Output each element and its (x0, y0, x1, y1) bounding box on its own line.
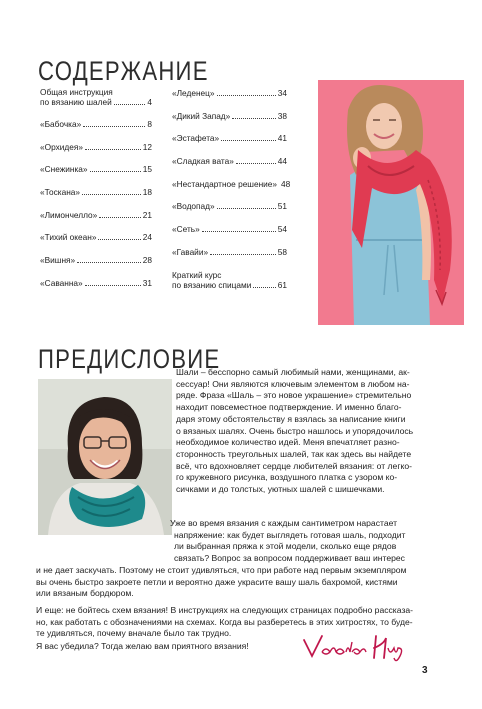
toc-entry-page: 15 (142, 164, 152, 175)
toc-entry-page: 34 (277, 88, 287, 98)
toc-entry (172, 156, 287, 166)
toc-entry-title: «Бабочка» (40, 119, 82, 129)
toc-entry-page: 21 (142, 209, 152, 220)
toc-dot-leader (77, 262, 141, 263)
toc-dot-leader (114, 104, 146, 105)
toc-entry (40, 255, 152, 265)
toc-column-right (172, 88, 291, 302)
toc-dot-leader (210, 254, 276, 255)
toc-entry (172, 224, 287, 234)
preface-text-line: сичками и до толстых, уютных шалей с шишечками. (176, 484, 385, 495)
preface-text-line: сторонность треугольных шалей, так как здесь вы найдете (176, 448, 412, 459)
scarf-model-photo (318, 80, 464, 325)
toc-dot-leader (232, 118, 276, 119)
toc-entry-page: 8 (147, 119, 152, 129)
preface-text-line: даря этому обстоятельству я взялась за написание книги (176, 413, 406, 424)
toc-entry-page: 31 (142, 277, 152, 288)
toc-entry (40, 210, 152, 220)
toc-entry-page: 28 (142, 255, 152, 266)
preface-text-line: напряжение: как будет выглядеть готовая шаль, подходит (174, 529, 406, 540)
toc-column-left (40, 87, 152, 301)
toc-dot-leader (221, 140, 276, 141)
toc-dot-leader (90, 171, 141, 172)
toc-entry-title-line: по вязанию спицами (172, 279, 252, 290)
toc-entry-title: «Вишня» (40, 255, 76, 266)
toc-entry-title: «Орхидея» (40, 141, 83, 152)
preface-paragraph-1 (176, 367, 446, 496)
preface-text-line: те удивляться, почему вначале было так трудно. (36, 628, 232, 639)
preface-text-line: необходимое количество идей. Меня впечатляет разно- (176, 437, 400, 448)
preface-text-line: Шали – бесспорно самый любимый нами, женщинами, ак- (176, 367, 410, 377)
toc-entry-title: «Саванна» (40, 277, 83, 288)
toc-entry (40, 87, 152, 107)
toc-entry (40, 232, 152, 242)
author-signature (300, 630, 410, 664)
toc-entry-row (172, 280, 287, 290)
toc-entry-title: «Дикий Запад» (172, 110, 231, 121)
toc-dot-leader (202, 231, 276, 232)
toc-entry-title: «Гавайи» (172, 246, 209, 257)
toc-entry-page: 24 (142, 232, 152, 243)
preface-heading: ПРЕДИСЛОВИЕ (38, 344, 221, 374)
toc-entry-page: 44 (277, 156, 287, 167)
preface-paragraph-2 (36, 518, 448, 600)
toc-entry-title: «Сеть» (172, 224, 200, 235)
toc-entry-page: 51 (277, 201, 287, 212)
toc-entry-page: 61 (277, 279, 287, 290)
toc-dot-leader (236, 163, 276, 164)
contents-heading: СОДЕРЖАНИЕ (38, 56, 209, 86)
preface-text-line: о вязаных шалях. Очень быстро нашлось и упорядочилось (176, 425, 414, 436)
toc-entry-title-line: Общая инструкция (40, 87, 113, 97)
toc-dot-leader (85, 149, 141, 150)
toc-entry (172, 88, 287, 98)
preface-text-line: Уже во время вязания с каждым сантиметром нарастает (170, 518, 398, 528)
toc-dot-leader (98, 239, 140, 240)
author-portrait-illustration (38, 379, 172, 535)
toc-entry-title: «Леденец» (172, 88, 215, 98)
toc-entry (172, 201, 287, 211)
preface-text-line: го кружевного рисунка, воздушного платка с узором ко- (176, 472, 398, 483)
toc-entry-page: 41 (277, 133, 287, 144)
toc-entry (172, 247, 287, 257)
toc-entry (40, 119, 152, 129)
preface-paragraph-4: Я вас убедила? Тогда желаю вам приятного вязания! (36, 641, 249, 651)
toc-entry (40, 142, 152, 152)
preface-text-line: вы очень быстро закроете петли и вероятно даже украсите вашу шаль бахромой, кистями (36, 576, 398, 587)
toc-entry-page: 4 (147, 97, 152, 107)
toc-dot-leader (83, 126, 145, 127)
toc-entry-title: «Лимончелло» (40, 209, 98, 220)
author-portrait-photo (38, 379, 172, 535)
preface-text-line: и не дает заскучать. Поэтому не стоит удивляться, что при работе над первым экземпляром (36, 564, 407, 575)
toc-entry (172, 178, 291, 189)
toc-entry-title: «Нестандартное решение» (172, 178, 278, 189)
preface-text-line: находит повсеместное подтверждение. И именно благо- (176, 402, 402, 413)
toc-entry-page: 48 (281, 178, 291, 189)
toc-dot-leader (217, 208, 276, 209)
toc-entry-page: 38 (277, 110, 287, 121)
toc-entry (172, 111, 287, 121)
toc-entry-title-line: по вязанию шалей (40, 97, 112, 107)
toc-entry (172, 270, 287, 290)
toc-entry-row (40, 97, 152, 107)
preface-text-line: ряде. Фраза «Шаль – это новое украшение» стремительно (176, 390, 412, 401)
toc-entry-page: 58 (277, 246, 287, 257)
toc-entry-title: «Тихий океан» (40, 232, 97, 243)
page-number: 3 (422, 665, 428, 676)
toc-dot-leader (253, 287, 275, 288)
preface-text-line: И еще: не бойтесь схем вязания! В инструкциях на следующих страницах подробно рассказа- (36, 605, 414, 615)
toc-entry-title: «Тоскана» (40, 187, 81, 198)
toc-entry (40, 278, 152, 288)
toc-entry-title: «Сладкая вата» (172, 156, 234, 167)
preface-text-line: но, как работать с обозначениями на схемах. Когда вы разберетесь в этих хитростях, то буде- (36, 616, 413, 627)
toc-entry-title-line: Краткий курс (172, 269, 222, 280)
scarf-model-illustration (318, 80, 464, 325)
toc-entry (40, 187, 152, 197)
preface-text-line: связать? Вопрос за вопросом поддерживает ваш интерес (174, 553, 405, 564)
toc-entry-page: 54 (277, 224, 287, 235)
toc-entry-title: «Эстафета» (172, 133, 220, 144)
toc-entry (40, 164, 152, 174)
toc-dot-leader (99, 217, 141, 218)
preface-text-line: ли выбранная пряжа к этой модели, сколько еще рядов (174, 541, 397, 552)
toc-entry-page: 18 (142, 187, 152, 198)
toc-entry-title: «Снежинка» (40, 164, 88, 175)
toc-dot-leader (85, 285, 141, 286)
toc-dot-leader (217, 95, 276, 96)
preface-text-line: всё, что вдохновляет сердце любителей вязания: от легко- (176, 460, 412, 471)
toc-entry-title: «Водопад» (172, 201, 215, 212)
toc-entry-page: 12 (142, 141, 152, 152)
toc-dot-leader (82, 194, 141, 195)
toc-entry (172, 133, 287, 143)
preface-text-line: или вязаным бордюром. (36, 588, 134, 599)
preface-text-line: сессуар! Они являются ключевым элементом в любом на- (176, 378, 410, 389)
